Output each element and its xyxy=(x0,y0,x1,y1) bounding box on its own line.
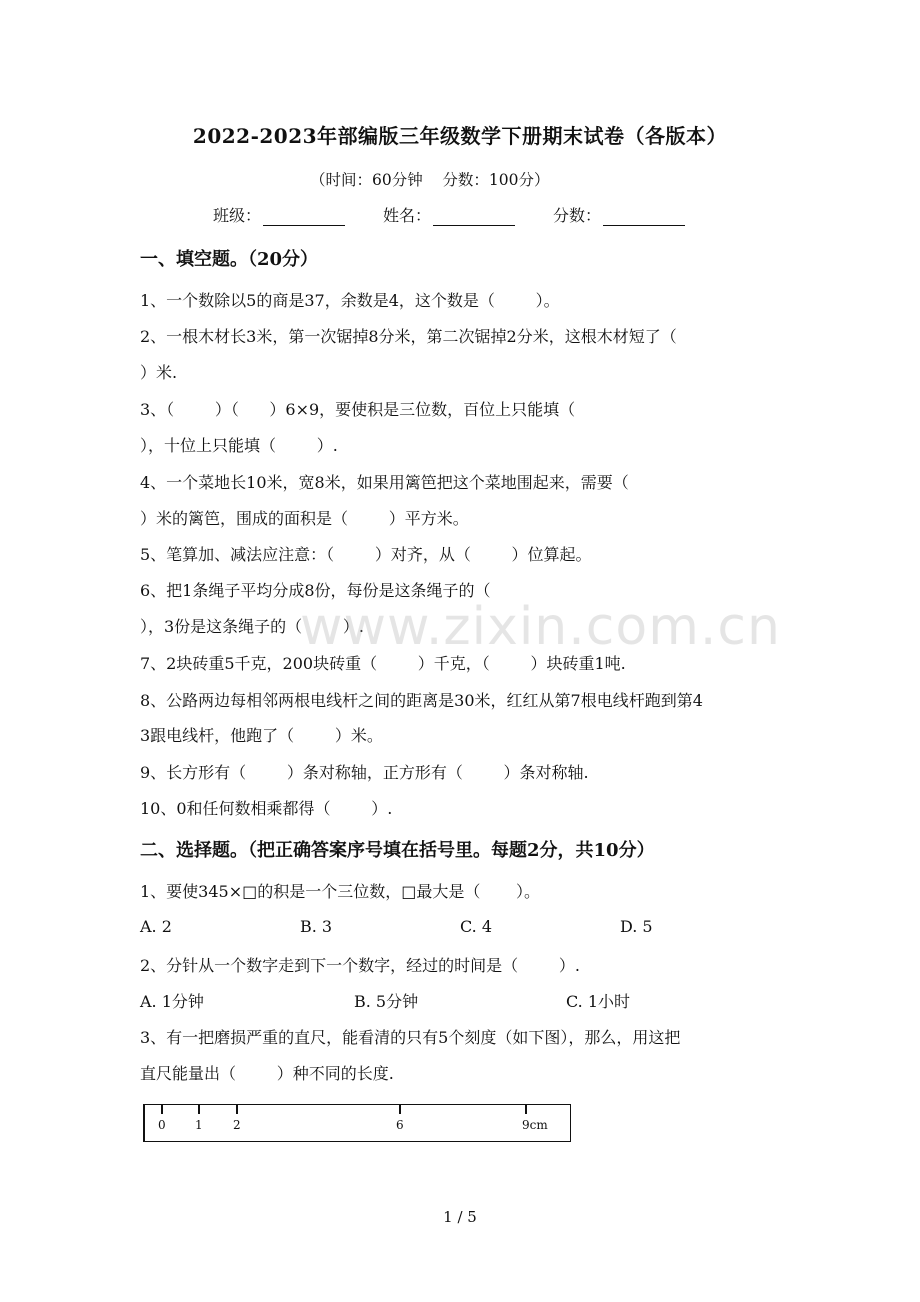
question-line: 3跟电线杆，他跑了（ ）米。 xyxy=(140,726,383,745)
section2-heading: 二、选择题。（把正确答案序号填在括号里。每题2分，共10分） xyxy=(140,840,655,861)
watermark: www.zixin.com.cn xyxy=(300,597,781,657)
score-field xyxy=(553,203,685,226)
student-info-row xyxy=(213,203,723,226)
question-line: ）米. xyxy=(140,363,178,382)
question-line: 1、要使345×□的积是一个三位数，□最大是（ ）。 xyxy=(140,882,540,901)
class-field xyxy=(213,203,345,226)
question-line: 6、把1条绳子平均分成8份，每份是这条绳子的（ xyxy=(140,581,491,600)
question-line: 8、公路两边每相邻两根电线杆之间的距离是30米，红红从第7根电线杆跑到第4 xyxy=(140,691,703,710)
name-label: 姓名： xyxy=(383,206,432,225)
question-line: 5、笔算加、减法应注意：（ ）对齐，从（ ）位算起。 xyxy=(140,545,592,564)
question-line: 2、分针从一个数字走到下一个数字，经过的时间是（ ）. xyxy=(140,956,580,975)
option-c: C. 1小时 xyxy=(566,992,631,1011)
score-blank xyxy=(603,207,685,226)
ruler-label: 6 xyxy=(396,1118,404,1132)
option-a: A. 1分钟 xyxy=(140,992,204,1011)
ruler-figure xyxy=(143,1104,571,1142)
option-b: B. 5分钟 xyxy=(354,992,419,1011)
question-line: 2、一根木材长3米，第一次锯掉8分米，第二次锯掉2分米，这根木材短了（ xyxy=(140,327,677,346)
ruler-tick xyxy=(198,1105,200,1114)
ruler-tick xyxy=(236,1105,238,1114)
question-line: 9、长方形有（ ）条对称轴，正方形有（ ）条对称轴. xyxy=(140,763,589,782)
option-a: A. 2 xyxy=(140,917,172,936)
question-line: 4、一个菜地长10米，宽8米，如果用篱笆把这个菜地围起来，需要（ xyxy=(140,473,629,492)
question-line: 1、一个数除以5的商是37，余数是4，这个数是（ ）。 xyxy=(140,291,560,310)
question-line: ）米的篱笆，围成的面积是（ ）平方米。 xyxy=(140,509,469,528)
section1-heading: 一、填空题。（20分） xyxy=(140,249,319,270)
ruler-label: 0 xyxy=(158,1118,166,1132)
score-label: 分数： xyxy=(553,206,602,225)
option-d: D. 5 xyxy=(620,917,653,936)
ruler-tick xyxy=(525,1105,527,1114)
class-label: 班级： xyxy=(213,206,262,225)
page-title: 2022-2023年部编版三年级数学下册期末试卷（各版本） xyxy=(192,124,728,148)
question-line: 直尺能量出（ ）种不同的长度. xyxy=(140,1064,394,1083)
exam-time-score: （时间：60分钟 分数：100分） xyxy=(310,171,550,189)
question-line: 3、（ ）（ ）6×9，要使积是三位数，百位上只能填（ xyxy=(140,400,576,419)
ruler-label: 9cm xyxy=(522,1118,548,1132)
question-line: 3、有一把磨损严重的直尺，能看清的只有5个刻度（如下图），那么，用这把 xyxy=(140,1028,681,1047)
ruler-tick xyxy=(161,1105,163,1114)
class-blank xyxy=(263,207,345,226)
name-blank xyxy=(433,207,515,226)
option-c: C. 4 xyxy=(460,917,493,936)
ruler-label: 2 xyxy=(233,1118,241,1132)
question-line: ），十位上只能填（ ）. xyxy=(140,436,338,455)
question-line: 10、0和任何数相乘都得（ ）. xyxy=(140,799,393,818)
page-number: 1 / 5 xyxy=(443,1208,477,1226)
question-line: ），3份是这条绳子的（ ）. xyxy=(140,617,364,636)
ruler-label: 1 xyxy=(195,1118,203,1132)
name-field xyxy=(383,203,515,226)
option-b: B. 3 xyxy=(300,917,333,936)
question-line: 7、2块砖重5千克，200块砖重（ ）千克，（ ）块砖重1吨. xyxy=(140,654,626,673)
ruler-tick xyxy=(399,1105,401,1114)
